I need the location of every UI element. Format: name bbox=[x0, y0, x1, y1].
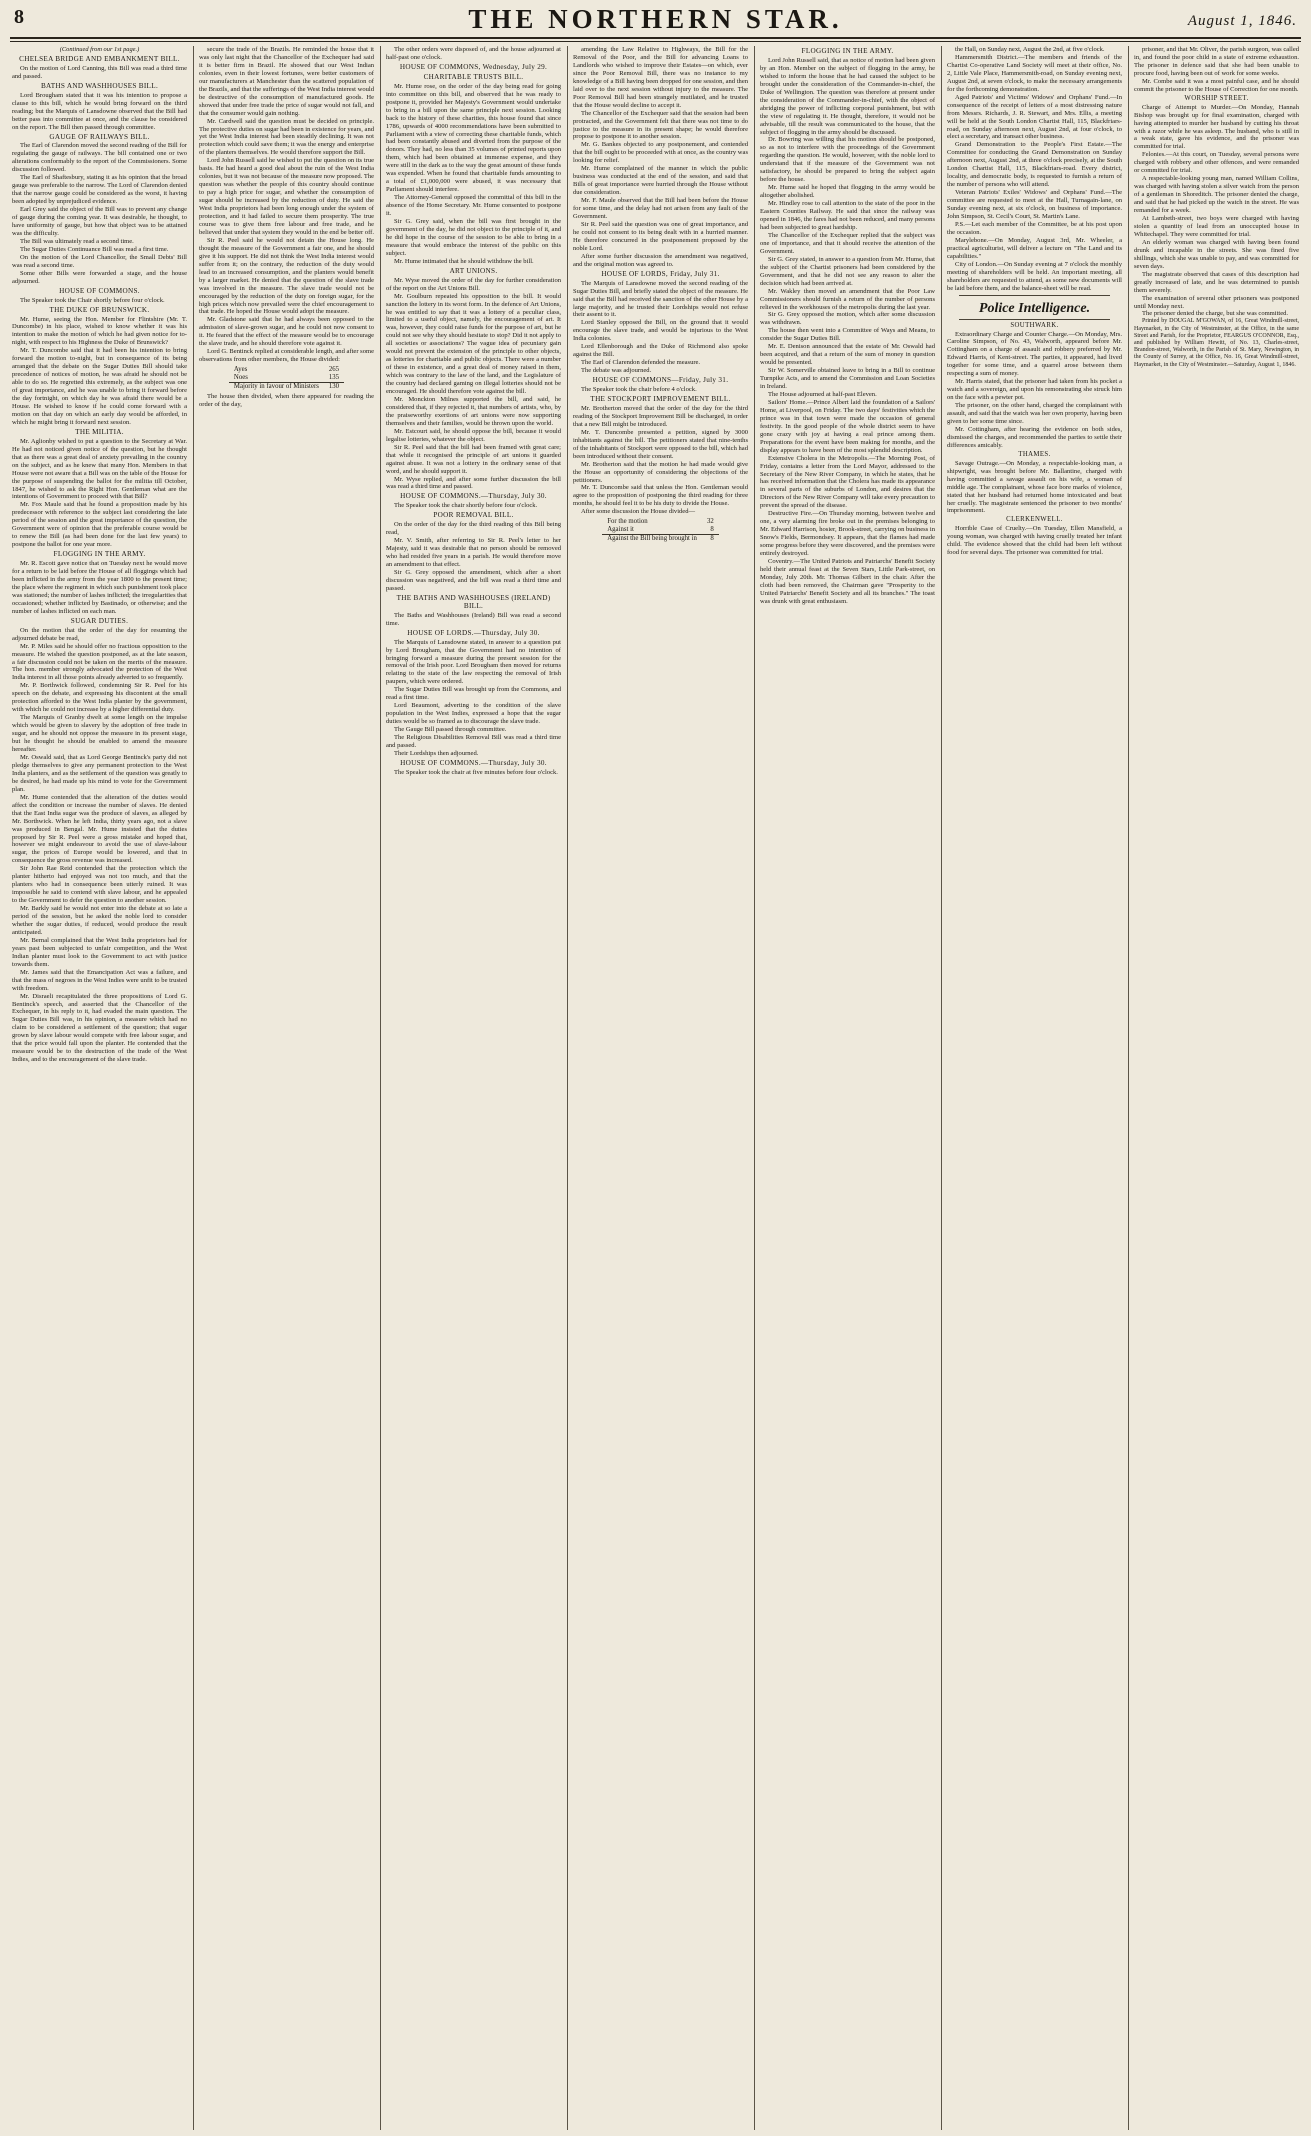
paragraph: At Lambeth-street, two boys were charged with having stolen a quantity of lead from an unoccupied house in Whitechapel. They were committed for trial. bbox=[1134, 215, 1299, 238]
paragraph: Mr. Fox Maule said that he found a proposition made by his predecessor with reference to the subject last considering the late period of the session and the great importance of the question, the Government were of opinion that the preferable course would be to renew the Bill (as had been done for the last few years) to postpone the ballot for one year more. bbox=[12, 501, 187, 549]
paragraph: Mr. Harris stated, that the prisoner had taken from his pocket a watch and a sovereign, and upon his remonstrating she struck him on the face with a pewter pot. bbox=[947, 378, 1122, 402]
division-count: 8 bbox=[702, 535, 719, 543]
paragraph: The Speaker took the chair at five minutes before four o'clock. bbox=[394, 768, 558, 776]
paragraph: After some further discussion the amendment was negatived, and the original motion was agreed to. bbox=[573, 252, 748, 268]
paragraph: Mr. Hume intimated that he should withdraw the bill. bbox=[394, 257, 534, 265]
paragraph: On the motion of the Lord Chancellor, the Small Debts' Bill was read a second time. bbox=[12, 253, 187, 269]
masthead bbox=[10, 4, 1301, 34]
newspaper-title: THE NORTHERN STAR. bbox=[468, 4, 843, 34]
paragraph: After some discussion the House divided— bbox=[581, 508, 696, 516]
article-heading: HOUSE OF COMMONS.—Thursday, July 30. bbox=[400, 758, 547, 767]
paragraph: Marylebone.—On Monday, August 3rd, Mr. Wheeler, a practical agriculturist, will deliver a lecture on "The Land and its capabilities." bbox=[947, 236, 1122, 260]
article-heading: CHARITABLE TRUSTS BILL. bbox=[423, 72, 524, 81]
paragraph: City of London.—On Sunday evening at 7 o'clock the monthly meeting of shareholders will be held. An important meeting, all shareholders are requested to attend, as some new documents will be laid before them, and the balance-sheet will be read. bbox=[947, 260, 1122, 292]
court-heading: WORSHIP STREET. bbox=[1184, 94, 1249, 102]
article-heading: GAUGE OF RAILWAYS BILL. bbox=[49, 132, 150, 141]
article-heading: HOUSE OF COMMONS—Friday, July 31. bbox=[592, 376, 729, 385]
paragraph: Mr. Barkly said he would not enter into the debate at so late a period of the session, but he asked the noble lord to consider whether the sugar duties, if reduced, would produce the result anticipated. bbox=[12, 905, 187, 936]
paragraph: The prisoner denied the charge, but she was committed. bbox=[1142, 310, 1289, 318]
paragraph: Mr. Oswald said, that as Lord George Bentinck's party did not pledge themselves to give any permanent protection to the West India planters, and as the settlement of the question was greatly to be desired, he had made up his mind to vote for the Government plan. bbox=[12, 753, 187, 793]
paragraph: Lord Stanley opposed the Bill, on the ground that it would encourage the slave trade, and would be injurious to the West India colonies. bbox=[573, 319, 748, 343]
paragraph: Mr. Wyse replied, and after some further discussion the bill was read a third time and passed. bbox=[386, 475, 561, 491]
division-label: Majority in favour of Ministers bbox=[229, 383, 324, 391]
paragraph: The house then divided, when there appeared for reading the order of the day, bbox=[199, 392, 374, 408]
paragraph: The Chancellor of the Exchequer said that the session had been protracted, and the Government felt that there was not time to do justice to the measure in its present shape; he would therefore propose to postpone it to another session. bbox=[573, 109, 748, 141]
paragraph: The Bill was ultimately read a second time. bbox=[20, 237, 134, 245]
paragraph: Sir R. Peel said the question was one of great importance, and he could not consent to its being dealt with in a hurried manner. He therefore concurred in the postponement proposed by the noble Lord. bbox=[573, 220, 748, 252]
paragraph: Mr. Gladstone said that he had always been opposed to the admission of slave-grown sugar, and he could not now consent to it. He feared that the effect of the measure would be to encourage the slave trade, and he should therefore vote against it. bbox=[199, 316, 374, 348]
column-2 bbox=[199, 46, 374, 2130]
paragraph: Sir R. Peel said that the bill had been framed with great care; that while it recognised the principle of art unions it guarded against abuse. It was not a lottery in the ordinary sense of that word, and he should support it. bbox=[386, 443, 561, 475]
paragraph: the Hall, on Sunday next, August the 2nd, at five o'clock. bbox=[955, 46, 1105, 53]
paragraph: Some other Bills were forwarded a stage, and the house adjourned. bbox=[12, 269, 187, 285]
paragraph: Mr. G. Bankes objected to any postponement, and contended that the bill ought to be proceeded with at once, as the country was looking for relief. bbox=[573, 141, 748, 165]
column-rule bbox=[1128, 46, 1129, 2130]
column-body bbox=[386, 46, 561, 777]
paragraph: The Sugar Duties Continuance Bill was read a first time. bbox=[20, 245, 169, 253]
masthead-rule bbox=[10, 37, 1301, 42]
paragraph: Charge of Attempt to Murder.—On Monday, Hannah Bishop was brought up for final examination, charged with having attempted to murder her husband by cutting his throat with a razor while he was asleep. The husband, who is still in a weak state, gave his evidence, and the prisoner was committed for trial. bbox=[1134, 103, 1299, 151]
paragraph: Mr. Disraeli recapitulated the three propositions of Lord G. Bentinck's speech, and asserted that the Chancellor of the Exchequer, in his reply to it, had evaded the main question. The Sugar Duties Bill was, in his opinion, a measure which had no claim to be considered a settlement of the question; that sugar grown by slave labour would compete with free labour sugar, and that the price would fall upon the planter. He contended that the measure would be to the destruction of the trade of the West Indies, and to the encouragement of the slave trade. bbox=[12, 992, 187, 1064]
paragraph: Lord Brougham stated that it was his intention to propose a clause to this bill, which he would bring forward on the third reading; but the Marquis of Lansdowne observed that the Bill had better pass into committee at once, and the clause be considered on the report. The Bill then passed through committee. bbox=[12, 91, 187, 131]
issue-date: August 1, 1846. bbox=[1187, 13, 1297, 29]
paragraph: An elderly woman was charged with having been found drunk and incapable in the streets. She was fined five shillings, which she was unable to pay, and was committed for seven days. bbox=[1134, 238, 1299, 270]
paragraph: Mr. T. Duncombe said that unless the Hon. Gentleman would agree to the proposition of postponing the third reading for three months, he should feel it to be his duty to divide the House. bbox=[573, 484, 748, 508]
article-heading: THE DUKE OF BRUNSWICK. bbox=[49, 305, 150, 314]
paragraph: Lord G. Bentinck replied at considerable length, and after some observations from other members, the House divided: bbox=[199, 348, 374, 364]
division-count: 8 bbox=[710, 526, 714, 534]
division-count: 135 bbox=[328, 374, 340, 382]
paragraph: Sir W. Somerville obtained leave to bring in a Bill to continue Turnpike Acts, and to amend the Commission and Loan Societies in Ireland. bbox=[760, 367, 935, 391]
paragraph: The house then went into a Committee of Ways and Means, to consider the Sugar Duties Bill. bbox=[760, 327, 935, 343]
column-rule bbox=[567, 46, 568, 2130]
division-table bbox=[602, 518, 718, 543]
paragraph: Mr. T. Duncombe presented a petition, signed by 3000 inhabitants against the bill. The petitioners stated that nine-tenths of the inhabitants of Stockport were opposed to the bill, which had been introduced without their consent. bbox=[573, 428, 748, 460]
paragraph: Destructive Fire.—On Thursday morning, between twelve and one, a very alarming fire broke out in the premises belonging to Mr. Edward Harrison, hosier, Brook-street, carrying on business in Snow's Fields, Bermondsey. It appears, that the flames had made some progress before they were discovered, and the premises were entirely destroyed. bbox=[760, 510, 935, 558]
paragraph: Mr. Brotherton said that the motion he had made would give the House an opportunity of considering the objections of the petitioners. bbox=[573, 460, 748, 484]
paragraph: The Earl of Shaftesbury, stating it as his opinion that the broad gauge was preferable to the narrow. The Lord of Clarendon denied that the narrow gauge could be considered as the worst, it having been adopted by unprejudiced evidence. bbox=[12, 174, 187, 206]
paragraph: Aged Patriots' and Victims' Widows' and Orphans' Fund.—In consequence of the receipt of letters of a most distressing nature from Messrs. Richards, J. R. Stewart, and Mrs. Ellis, a meeting will be held at the South London Chartist Hall, 115, Blackfriars-road, on Sunday afternoon next, August 2nd, at four o'clock, to elect a secretary, and transact other business. bbox=[947, 93, 1122, 141]
printer-imprint: Printed by DOUGAL M'GOWAN, of 16, Great Windmill-street, Haymarket, in the City of Westminster, at the Office, in the same Street and Parish, for the Proprietor, FEARGUS O'CONNOR, Esq., and published by William Hewitt, of No. 13, Charles-street, Brandon-street, Walworth, in the Parish of St. Mary, Newington, in the County of Surrey, at the Office, No. 16, Great Windmill-street, Haymarket, in the City of Westminster.—Saturday, August 1, 1846. bbox=[1134, 318, 1299, 368]
paragraph: Earl Grey said the object of the Bill was to prevent any change of gauge during the coming year. It was desirable, he thought, to have uniformity of gauge, but how that object was to be attained was the difficulty. bbox=[12, 206, 187, 237]
article-heading: ART UNIONS. bbox=[449, 266, 498, 275]
paragraph: Lord John Russell said, that as notice of motion had been given by an Hon. Member on the subject of flogging in the army, he wished to inform the house that he had caused the subject to be brought under the consideration of the Commander-in-chief, the Duke of Wellington. The question was therefore at present under the consideration of the Commander-in-chief, with the object of abridging the power of inflicting corporal punishment, but with the view of regulating it. He thought, therefore, it would not be advisable, till the result was communicated to the house, that the subject of flogging in the army should be discussed. bbox=[760, 56, 935, 136]
division-label: For the motion bbox=[607, 518, 648, 526]
paragraph: The Chancellor of the Exchequer replied that the subject was one of importance, and that it should receive the attention of the Government. bbox=[760, 231, 935, 255]
paragraph: Mr. T. Duncombe said that it had been his intention to bring forward the motion to-night, but in consequence of its being arranged that the debate on the Sugar Duties Bill should take precedence of notices of motion, he was afraid he should not be able to do so. He regretted this extremely, as the subject was one of great importance, and he was unable to bring it forward before the day fortnight, on which day he was afraid there would be a House. He wished to know if he could come forward with a motion on that day on which an early day would be afforded, in which he might bring it forward next session. bbox=[12, 347, 187, 426]
paragraph: The Speaker took the chair shortly before four o'clock. bbox=[394, 502, 538, 510]
article-heading: THE STOCKPORT IMPROVEMENT BILL. bbox=[590, 394, 731, 403]
paragraph: The magistrate observed that cases of this description had greatly increased of late, and he was determined to punish them severely. bbox=[1134, 270, 1299, 294]
section-heading: Police Intelligence. bbox=[978, 300, 1091, 316]
paragraph: The Attorney-General opposed the committal of this bill in the absence of the Home Secretary. Mr. Hume consented to postpone it. bbox=[386, 194, 561, 218]
paragraph: P.S.—Let each member of the Committee, be at his post upon the occasion. bbox=[947, 220, 1122, 236]
paragraph: Horrible Case of Cruelty.—On Tuesday, Ellen Mansfield, a young woman, was charged with having cruelly treated her infant child. The evidence showed that the child had been left without food for several days. The prisoner was committed for trial. bbox=[947, 525, 1122, 557]
paragraph: Mr. Cardwell said the question must be decided on principle. The protective duties on sugar had been in existence for years, and yet the West India interest had been steadily declining. It was not protection which could save them; it was the energy and enterprise of the planters themselves. He would therefore support the Bill. bbox=[199, 117, 374, 157]
paragraph: Extraordinary Charge and Counter Charge.—On Monday, Mrs. Caroline Simpson, of No. 43, Walworth, appeared before Mr. Cottingham on a charge of assault and robbery preferred by Mr. Edward Harris, of Kent-street. The parties, it appeared, had lived together for some time, and a quarrel arose between them respecting a sum of money. bbox=[947, 330, 1122, 378]
article-heading: FLOGGING IN THE ARMY. bbox=[801, 47, 894, 55]
column-7 bbox=[1134, 46, 1299, 2130]
paragraph: Dr. Bowring was willing that his motion should be postponed, so as not to interfere with the proceedings of the Government regarding the question. He would, however, with the noble lord to understand that if the measure of the Government was not satisfactory, he should be prepared to bring the subject again before the house. bbox=[760, 136, 935, 184]
paragraph: Lord Beaumont, adverting to the condition of the slave population in the West Indies, expressed a hope that the sugar duties would be so framed as to discourage the slave trade. bbox=[386, 702, 561, 726]
paragraph: The Marquis of Lansdowne moved the second reading of the Sugar Duties Bill, and briefly stated the object of the measure. He said that the Bill had received the sanction of the other House by a large majority, and he trusted their Lordships would not refuse their assent to it. bbox=[573, 279, 748, 319]
column-rule bbox=[193, 46, 194, 2130]
paragraph: Sir R. Peel said he would not detain the House long. He thought the measure of the Government a fair one, and he should give it his support. He did not think the West India interest would suffer from it; on the contrary, the reduction of the duty would lead to an increased consumption, and the planters would benefit by a larger market. He denied that the question of the slave trade was involved in the measure. The slave trade would not be encouraged by the reduction of the duty on foreign sugar, for the high prices which now prevailed were the chief encouragement to that trade. He hoped the House would adopt the measure. bbox=[199, 236, 374, 316]
paragraph: Mr. Hume, seeing the Hon. Member for Flintshire (Mr. T. Duncombe) in his place, wished to know whether it was his intention to make the motion of which he had given notice for to-night, with respect to his Highness the Duke of Brunswick? bbox=[12, 315, 187, 347]
page-number: 8 bbox=[14, 6, 24, 28]
paragraph: Mr. Wakley then moved an amendment that the Poor Law Commissioners should furnish a return of the number of persons relieved in the workhouses of the metropolis during the last year. bbox=[760, 287, 935, 311]
article-heading: THE BATHS AND WASHHOUSES (IRELAND) BILL. bbox=[396, 593, 551, 610]
paragraph: amending the Law Relative to Highways, the Bill for the Removal of the Poor, and the Bill for advancing Loans to Landlords who wished to improve their Estates—on which, ever since the Poor Removal Bill, there was no instance to my knowledge of a Bill having been dropped for one session, and then laid over to the next session without injury to the measure. The Poor Removal Bill had been strangely mutilated, and he trusted that the House would decline to accept it. bbox=[573, 46, 748, 109]
column-rule bbox=[754, 46, 755, 2130]
paragraph: Sir G. Grey said, when the bill was first brought in the government of the day, he did not object to the principle of it, and he did hope in the course of the session to be able to bring in a measure that would embrace the interest of the public on this subject. bbox=[386, 218, 561, 257]
paragraph: The Speaker took the Chair shortly before four o'clock. bbox=[20, 296, 165, 304]
column-body bbox=[1134, 46, 1299, 369]
column-4 bbox=[573, 46, 748, 2130]
section-rule bbox=[959, 319, 1110, 320]
paragraph: The Earl of Clarendon moved the second reading of the Bill for regulating the gauge of railways. The bill contained one or two alterations conformably to the report of the Commissioners. Some discussion followed. bbox=[12, 142, 187, 174]
paragraph: Mr. Brotherton moved that the order of the day for the third reading of the Stockport Improvement Bill be discharged, in order that a new Bill might be introduced. bbox=[573, 404, 748, 428]
article-heading: CHELSEA BRIDGE AND EMBANKMENT BILL. bbox=[19, 54, 180, 63]
division-majority-row bbox=[229, 383, 344, 391]
article-heading: HOUSE OF LORDS, Friday, July 31. bbox=[601, 269, 720, 278]
column-body bbox=[573, 46, 748, 543]
paragraph: On the motion that the order of the day for resuming the adjourned debate be read, bbox=[12, 626, 187, 642]
division-label: Noes bbox=[233, 374, 248, 382]
paragraph: The Marquis of Lansdowne stated, in answer to a question put by Lord Brougham, that the Government had no intention of bringing forward a measure during the present session for the removal of the Irish poor. Lord Brougham then moved for returns relating to the state of the law respecting the removal of Irish paupers, which were ordered. bbox=[386, 638, 561, 686]
paragraph: A respectable-looking young man, named William Collins, was charged with having stolen a silver watch from the person of a gentleman in Shoreditch. The prisoner denied the charge, and said that he had picked up the watch in the street. He was remanded for a week. bbox=[1134, 175, 1299, 215]
paragraph: Sailors' Home.—Prince Albert laid the foundation of a Sailors' Home, at Liverpool, on Friday. The two days' festivities which the prince was in that town were made the occasion of general festivity. In the good people of the whole district seem to have gone crazy with joy at having a real prince among them. Preparations for the event have been making for months, and the display appears to have been of the most splendid description. bbox=[760, 398, 935, 454]
division-count: 265 bbox=[328, 366, 340, 374]
paragraph: Coventry.—The United Patriots and Patriarchs' Benefit Society held their annual feast at the Seven Stars, Little Park-street, on Monday, July 20th. Mr. Thomas Gilbert in the chair. After the cloth had been removed, the Chairman gave "Prosperity to the United Patriarchs' Benefit Society and all its branches." The toast was drunk with great enthusiasm. bbox=[760, 558, 935, 605]
paragraph: On the motion of Lord Canning, this Bill was read a third time and passed. bbox=[12, 64, 187, 80]
column-body bbox=[760, 48, 935, 606]
article-heading: HOUSE OF COMMONS.—Thursday, July 30. bbox=[400, 492, 547, 501]
paragraph: Savage Outrage.—On Monday, a respectable-looking man, a shipwright, was brought before Mr. Ballantine, charged with having committed a savage assault on his wife, a woman of middle age. The complainant, whose face bore marks of violence, stated that her husband had returned home intoxicated and beat her cruelly. The magistrate sentenced the prisoner to two months' imprisonment. bbox=[947, 459, 1122, 515]
paragraph: Lord John Russell said he wished to put the question on its true basis. He had heard a good deal about the ruin of the West India colonies, but it was not because of the measure now proposed. The question was whether the people of this country should continue to pay a high price for sugar, and whether the consumption of sugar should be increased by the reduction of duty. He said the West India proprietors had been long enough under the system of protection, and it had failed to secure them prosperity. The true course was to give them free labour and free trade, and he believed that under that system they would in the end be better off. bbox=[199, 157, 374, 236]
paragraph: The Gauge Bill passed through committee. bbox=[394, 726, 507, 734]
division-row bbox=[229, 374, 344, 382]
paragraph: The Earl of Clarendon defended the measure. bbox=[581, 359, 701, 367]
paragraph: Mr. Hume complained of the manner in which the public business was conducted at the end of the session, and said that Bills of great importance were hurried through the House without due consideration. bbox=[573, 165, 748, 197]
article-heading: HOUSE OF COMMONS. bbox=[59, 286, 140, 295]
column-body bbox=[947, 46, 1122, 557]
paragraph: Mr. Bernal complained that the West India proprietors had for years past been subjected to unfair competition, and the West Indian planter must look to the Government to act with justice towards them. bbox=[12, 936, 187, 968]
division-row bbox=[602, 518, 718, 526]
paragraph: Mr. Estcourt said, he should oppose the bill, because it would legalise lotteries, whatever the object. bbox=[386, 427, 561, 443]
paragraph: The other orders were disposed of, and the house adjourned at half-past one o'clock. bbox=[386, 46, 561, 61]
column-body bbox=[199, 46, 374, 409]
paragraph: Hammersmith District.—The members and friends of the Chartist Co-operative Land Society will meet at their office, No. 2, Little Vale Place, Hammersmith-road, on Sunday evening next, August 2nd, at seven o'clock, to make the necessary arrangements for the forthcoming demonstration. bbox=[947, 53, 1122, 93]
column-rule bbox=[941, 46, 942, 2130]
paragraph: Mr. V. Smith, after referring to Sir R. Peel's letter to her Majesty, said it was desirable that no person should be removed who had resided five years in a parish. He would therefore move an amendment to that effect. bbox=[386, 537, 561, 569]
paragraph: Extensive Cholera in the Metropolis.—The Morning Post, of Friday, contains a letter from the Lord Mayor, addressed to the Secretary of the New River Company, in which he states, that he has received information that the Cholera has made its appearance in several parts of the suburbs of London, and desires that the Directors of the New River Company will take every precaution to prevent the spread of the disease. bbox=[760, 454, 935, 510]
paragraph: The Baths and Washhouses (Ireland) Bill was read a second time. bbox=[386, 611, 561, 627]
paragraph: Mr. Monckton Milnes supported the bill, and said, he considered that, if they rejected it, that numbers of artists, who, by the praiseworthy exertions of art unions were now supporting themselves and their families, would be thrown upon the world. bbox=[386, 395, 561, 427]
paragraph: Mr. Combe said it was a most painful case, and he should commit the prisoner to the House of Correction for one month. bbox=[1134, 77, 1299, 93]
paragraph: secure the trade of the Brazils. He reminded the house that it was only last night that the Chancellor of the Exchequer had said it is better firm in Brazil. He showed that our West Indian colonies, even in their lowest fortunes, were better customers of our manufacturers at Manchester than the scattered population of the Brazils, and that the sufferings of the West India interest would be destructive of the consumption of manufactured goods. He showed that under free trade the price of sugar would not fall, and that the consumer would gain nothing. bbox=[199, 46, 374, 117]
paragraph: Mr. Goulburn repeated his opposition to the bill. It would sanction the lottery in its worst form. In the defence of Art Unions, he was entitled to say that it was a lottery of a peculiar class, limited to a useful object, namely, the encouragement of art. It was, however, they could raise funds for the purpose of art, but he could not see why they should hesitate to stop? Did it not apply to all societies or associations? The vague idea of pecuniary gain would not prevent the extension of the principle to other objects, as lotteries for charitable and public objects. There were a number of these in existence, and a great deal of money raised in them, which was contrary to the law of the land, and the Legislature of the country had declared gaming on illegal lotteries should not be encouraged. He should therefore vote against the bill. bbox=[386, 292, 561, 396]
paragraph: Mr. Cottingham, after hearing the evidence on both sides, dismissed the charges, and recommended the parties to settle their differences amicably. bbox=[947, 425, 1122, 449]
paragraph: Mr. Hume rose, on the order of the day being read for going into committee on this bill, and observed that he was ready to postpone it, provided her Majesty's Government would undertake to bring in a bill upon the same principle next session. Looking back to the history of these charities, this house found that since 1786, upwards of 4000 recommendations have been submitted to Parliament with a view of correcting these charitable funds, which had been constantly abused and diverted from the purpose of the donors. They had, no less than 35 volumes of printed reports upon them, which had been obtained at immense expense, and they were still in the dark as to the way the great amount of these funds was expended. When he found that charitable funds amounting to a total of £1,000,000 were abused, it was necessary that Parliament should interfere. bbox=[386, 82, 561, 194]
division-table bbox=[229, 366, 344, 391]
division-count: 32 bbox=[706, 518, 714, 526]
paragraph: Mr. P. Borthwick followed, condemning Sir R. Peel for his speech on the debate, and expressing his discontent at the small protection afforded to the West India planter by the government, with which he could not increase by a higher differential duty. bbox=[12, 682, 187, 714]
column-6 bbox=[947, 46, 1122, 2130]
article-heading: SUGAR DUTIES. bbox=[70, 616, 129, 625]
paragraph: The Marquis of Granby dwelt at some length on the impulse which would be given to slavery by the adoption of free trade in sugar, and he should not oppose the measure in its present stage, but he thought he should be enabled to amend the measure hereafter. bbox=[12, 714, 187, 754]
paragraph: The Sugar Duties Bill was brought up from the Commons, and read a first time. bbox=[386, 686, 561, 702]
paragraph: Lord Ellenborough and the Duke of Richmond also spoke against the Bill. bbox=[573, 343, 748, 359]
article-heading: BATHS AND WASHHOUSES BILL. bbox=[40, 81, 159, 90]
division-row bbox=[229, 366, 344, 374]
article-heading: FLOGGING IN THE ARMY. bbox=[53, 550, 146, 559]
paragraph: Mr. R. Escott gave notice that on Tuesday next he would move for a return to be laid before the House of all floggings which had been inflicted in the army from the year 1800 to the present time; the place where the regiment in which such punishment took place was stationed; the number of lashes inflicted; the irregularities that occasioned; whether inflicted by Bastinado, or otherwise; and the number of lashes inflicted on each man. bbox=[12, 560, 187, 615]
paragraph: Mr. Hume said he hoped that flogging in the army would be altogether abolished. bbox=[760, 184, 935, 200]
paragraph: Mr. Wyse moved the order of the day for further consideration of the report on the Art Unions Bill. bbox=[386, 276, 561, 292]
paragraph: Sir G. Grey opposed the amendment, which after a short discussion was negatived, and the bill was read a third time and passed. bbox=[386, 569, 561, 592]
paragraph: Sir John Rae Reid contended that the protection which the planter hitherto had enjoyed was not too much, and that the planters who had in consequence been utterly ruined. It was impossible he said to contend with slave labour, and he appealed to the Government to defer the question to another session. bbox=[12, 865, 187, 905]
paragraph: Their Lordships then adjourned. bbox=[394, 749, 479, 757]
paragraph: The examination of several other prisoners was postponed until Monday next. bbox=[1134, 294, 1299, 310]
paragraph: Mr. Hume contended that the alteration of the duties would affect the condition or increase the number of slaves. He denied that the East India sugar was the produce of slaves, as alleged by Mr. Borthwick. When he left India, thirty years ago, not a slave was produced in Bengal. Mr. Hume insisted that the duties proposed by Sir R. Peel were a gross mistake and hoped that, however we might endeavour to avoid the use of slave-labour sugar, the prices of Europe would be lowered, and that in consequence the gross revenue was increased. bbox=[12, 793, 187, 865]
paragraph: Sir G. Grey stated, in answer to a question from Mr. Hume, that the subject of the Chartist prisoners had been considered by the Government, and that he did not see any reason to alter the decision which had been arrived at. bbox=[760, 255, 935, 287]
continuation-note: (Continued from our 1st page.) bbox=[59, 46, 140, 53]
paragraph: Felonies.—At this court, on Tuesday, several persons were charged with robbery and other offences, and were remanded or committed for trial. bbox=[1134, 151, 1299, 175]
court-heading: CLERKENWELL. bbox=[1006, 516, 1063, 524]
division-label: Against it bbox=[607, 526, 634, 534]
paragraph: Mr. E. Denison announced that the estate of Mr. Oswald had been acquired, and that a return of the sum of money in question would be presented. bbox=[760, 343, 935, 367]
paragraph: Sir G. Grey opposed the motion, which after some discussion was withdrawn. bbox=[760, 311, 935, 327]
column-body bbox=[12, 46, 187, 1064]
division-count: 130 bbox=[324, 383, 344, 391]
paragraph: Grand Demonstration to the People's First Estate.—The Committee for conducting the Grand Demonstration on Sunday afternoon next, August 2nd, at three o'clock precisely, at the South London Chartist Hall, 115, Blackfriars-road. Every district, locality, and democratic body, is requested to furnish a return of the number of persons who will attend. bbox=[947, 141, 1122, 189]
paragraph: The prisoner, on the other hand, charged the complainant with assault, and said that the watch was her own property, having been given to her some time since. bbox=[947, 402, 1122, 425]
column-5 bbox=[760, 46, 935, 2130]
paragraph: prisoner, and that Mr. Oliver, the parish surgeon, was called in, and found the poor child in a state of extreme exhaustion. The prisoner in defence said that she had been unable to procure food, having been out of work for some weeks. bbox=[1134, 46, 1299, 77]
court-heading: THAMES. bbox=[1018, 450, 1051, 458]
column-3 bbox=[386, 46, 561, 2130]
paragraph: Mr. F. Maule observed that the Bill had been before the House for some time, and the delay had not arisen from any fault of the Government. bbox=[573, 197, 748, 221]
paragraph: The House adjourned at half-past Eleven. bbox=[768, 390, 877, 398]
paragraph: Mr. James said that the Emancipation Act was a failure, and that the mass of negroes in the West Indies were unfit to be trusted with freedom. bbox=[12, 968, 187, 992]
article-heading: HOUSE OF COMMONS, Wednesday, July 29. bbox=[399, 62, 548, 71]
division-majority-row bbox=[602, 535, 718, 543]
paragraph: The Religious Disabilities Removal Bill was read a third time and passed. bbox=[386, 734, 561, 750]
column-1 bbox=[12, 46, 187, 2130]
section-rule bbox=[959, 295, 1110, 296]
division-row bbox=[602, 526, 718, 534]
paragraph: Veteran Patriots' Exiles' Widows' and Orphans' Fund.—The committee are requested to meet at the Hall, Turnagain-lane, on Sunday evening next, at six o'clock, on business of importance. John Simpson, St. Cecil's Court, St. Martin's Lane. bbox=[947, 189, 1122, 221]
paragraph: Mr. Aglionby wished to put a question to the Secretary at War. He had not noticed given notice of the question, but he thought that as there was a great deal of anxiety prevailing in the country on the subject, and as he knew that many Hon. Members in that House were not aware that a Bill was on the table of the House for the purpose of suspending the ballot for the militia till October, 1847, he wished to ask the Right Hon. Gentleman what are the intentions of Government to proceed with that Bill? bbox=[12, 437, 187, 501]
article-heading: POOR REMOVAL BILL. bbox=[433, 511, 514, 520]
paragraph: Mr. Hindley rose to call attention to the state of the poor in the Eastern Counties Railway. He said that since the railway was opened in 1846, the fares had not been reduced, and many persons had been subjected to great hardship. bbox=[760, 200, 935, 231]
paragraph: On the order of the day for the third reading of this Bill being read, bbox=[386, 521, 561, 537]
division-label: Against the Bill being brought in bbox=[602, 535, 702, 543]
paragraph: Mr. P. Miles said he should offer no fractious opposition to the measure. He wished the question postponed, as at the late season, a fair discussion could not be taken on the merits of the measure. The hon. member strongly advocated the protection of the West India interest in all those points already adverted to so frequently. bbox=[12, 642, 187, 682]
court-heading: SOUTHWARK. bbox=[1010, 321, 1059, 329]
paragraph: The Speaker took the chair before 4 o'clock. bbox=[581, 386, 697, 394]
article-heading: HOUSE OF LORDS.—Thursday, July 30. bbox=[407, 628, 540, 637]
column-rule bbox=[380, 46, 381, 2130]
article-heading: THE MILITIA. bbox=[75, 427, 124, 436]
division-label: Ayes bbox=[233, 366, 248, 374]
paragraph: The debate was adjourned. bbox=[581, 367, 652, 375]
